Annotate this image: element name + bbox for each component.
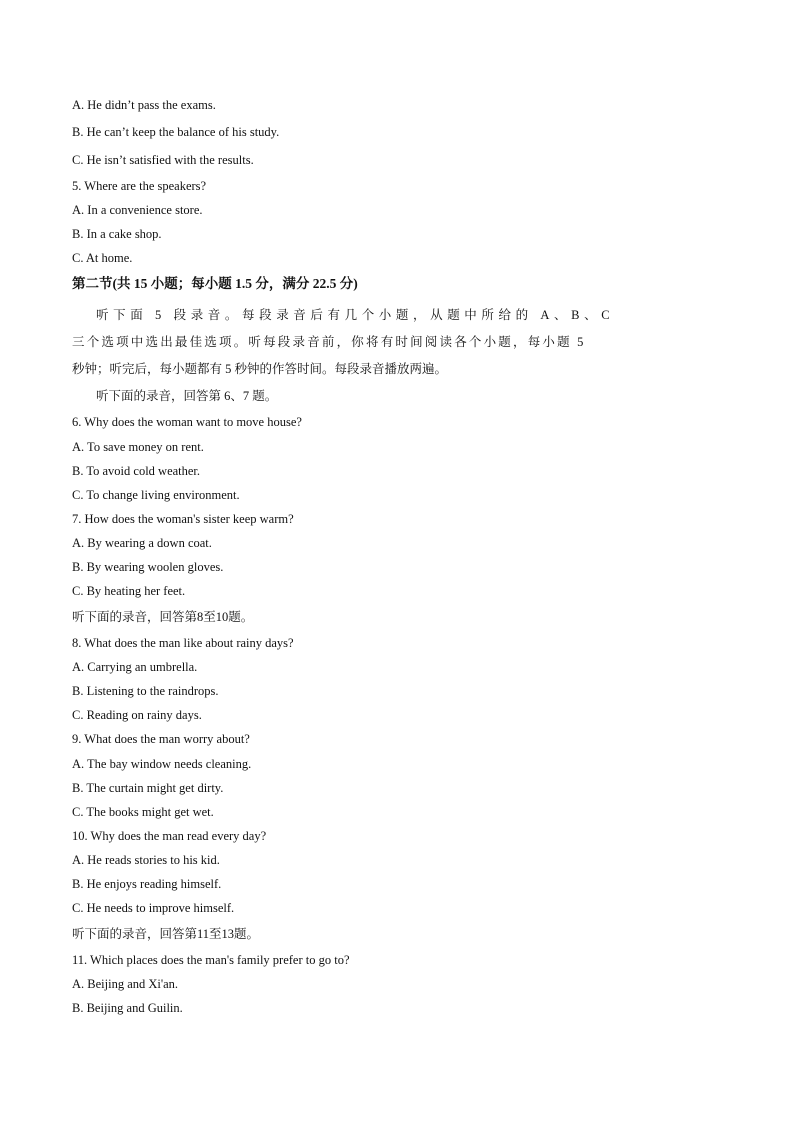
question-5: 5. Where are the speakers? xyxy=(72,179,207,193)
option-9a: A. The bay window needs cleaning. xyxy=(72,757,252,771)
document-page xyxy=(72,0,722,1123)
question-9: 9. What does the man worry about? xyxy=(72,732,250,746)
question-6: 6. Why does the woman want to move house? xyxy=(72,415,302,429)
option-4a: A. He didn’t pass the exams. xyxy=(72,98,216,112)
section-heading: 第二节(共 15 小题；每小题 1.5 分，满分 22.5 分) xyxy=(72,276,358,291)
listen-instruction-6-7: 听下面的录音，回答第 6、7 题。 xyxy=(96,389,278,403)
option-7b: B. By wearing woolen gloves. xyxy=(72,560,224,574)
option-8b: B. Listening to the raindrops. xyxy=(72,684,219,698)
question-11: 11. Which places does the man's family prefer to go to? xyxy=(72,953,350,967)
option-6a: A. To save money on rent. xyxy=(72,440,204,454)
option-9c: C. The books might get wet. xyxy=(72,805,214,819)
option-10c: C. He needs to improve himself. xyxy=(72,901,235,915)
option-7a: A. By wearing a down coat. xyxy=(72,536,212,550)
option-10b: B. He enjoys reading himself. xyxy=(72,877,222,891)
option-7c: C. By heating her feet. xyxy=(72,584,186,598)
option-9b: B. The curtain might get dirty. xyxy=(72,781,224,795)
option-10a: A. He reads stories to his kid. xyxy=(72,853,220,867)
question-10: 10. Why does the man read every day? xyxy=(72,829,267,843)
option-11a: A. Beijing and Xi'an. xyxy=(72,977,179,991)
option-11b: B. Beijing and Guilin. xyxy=(72,1001,183,1015)
option-6b: B. To avoid cold weather. xyxy=(72,464,201,478)
question-7: 7. How does the woman's sister keep warm? xyxy=(72,512,294,526)
question-8: 8. What does the man like about rainy days? xyxy=(72,636,294,650)
instructions-line-3: 秒钟；听完后，每小题都有 5 秒钟的作答时间。每段录音播放两遍。 xyxy=(72,362,448,376)
option-4c: C. He isn’t satisfied with the results. xyxy=(72,153,254,167)
option-8a: A. Carrying an umbrella. xyxy=(72,660,198,674)
instructions-line-2: 三个选项中选出最佳选项。听每段录音前，你将有时间阅读各个小题，每小题 5 xyxy=(72,335,586,349)
listen-instruction-11-13: 听下面的录音，回答第11至13题。 xyxy=(72,927,260,941)
option-4b: B. He can’t keep the balance of his study. xyxy=(72,125,280,139)
option-5c: C. At home. xyxy=(72,251,133,265)
option-6c: C. To change living environment. xyxy=(72,488,240,502)
option-8c: C. Reading on rainy days. xyxy=(72,708,202,722)
option-5b: B. In a cake shop. xyxy=(72,227,162,241)
listen-instruction-8-10: 听下面的录音，回答第8至10题。 xyxy=(72,610,254,624)
instructions-line-1: 听下面 5 段录音。每段录音后有几个小题，从题中所给的 A、B、C xyxy=(96,308,615,322)
option-5a: A. In a convenience store. xyxy=(72,203,203,217)
